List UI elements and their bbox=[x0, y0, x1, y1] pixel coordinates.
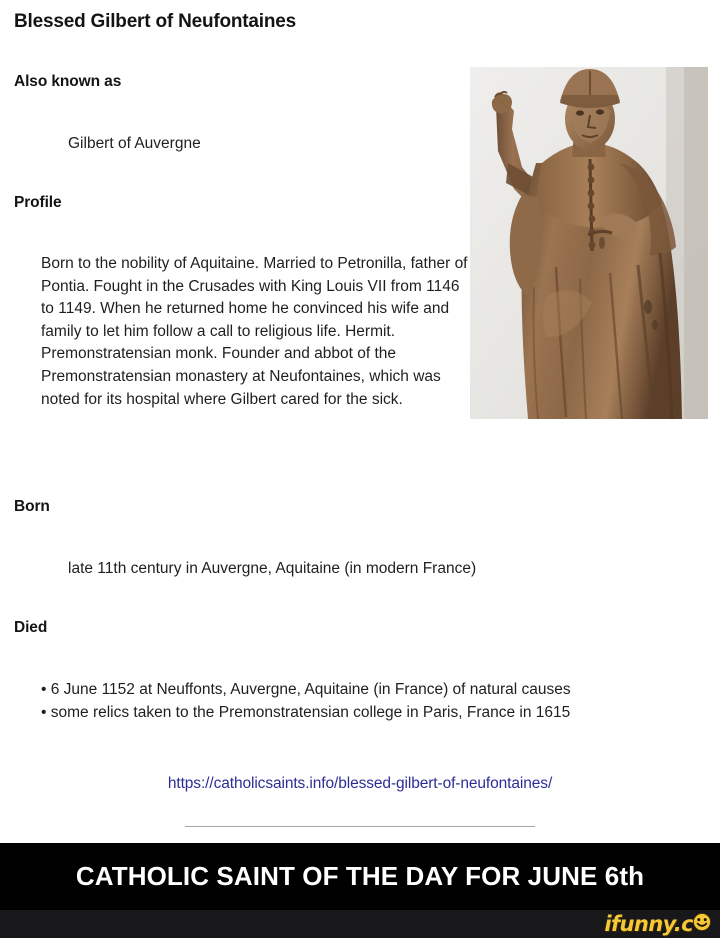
smiley-face-icon bbox=[692, 912, 712, 937]
list-item: • 6 June 1152 at Neuffonts, Auvergne, Aquitaine (in France) of natural causes bbox=[41, 681, 571, 698]
section-heading-born: Born bbox=[14, 498, 50, 515]
born-value: late 11th century in Auvergne, Aquitaine (in modern France) bbox=[68, 560, 477, 577]
ifunny-watermark bbox=[604, 911, 712, 937]
section-heading-profile: Profile bbox=[14, 194, 62, 211]
page-title: Blessed Gilbert of Neufontaines bbox=[14, 11, 297, 32]
statue-photo bbox=[470, 67, 708, 419]
horizontal-divider bbox=[185, 826, 535, 827]
profile-paragraph: Born to the nobility of Aquitaine. Married to Petronilla, father of Pontia. Fought in the Crusades with King Louis VII from 1146 to 1149. When he returned home he convinced his wife and family to let him follow a call to religious life. Hermit. Premonstratensian monk. Founder and abbot of the Premonstratensian monastery at Neufontaines, which was noted for its hospital where Gilbert cared for the sick. bbox=[41, 255, 468, 408]
bottom-banner bbox=[0, 843, 720, 910]
divider-line bbox=[185, 826, 535, 827]
banner-caption: CATHOLIC SAINT OF THE DAY FOR JUNE 6th bbox=[75, 861, 645, 891]
list-item: • some relics taken to the Premonstratensian college in Paris, France in 1615 bbox=[41, 704, 571, 722]
statue-illustration bbox=[470, 67, 708, 419]
also-known-as-value: Gilbert of Auvergne bbox=[68, 135, 201, 152]
section-heading-died: Died bbox=[14, 619, 48, 636]
source-link[interactable]: https://catholicsaints.info/blessed-gilbert-of-neufontaines/ bbox=[167, 775, 553, 792]
watermark-text: ifunny.c bbox=[604, 911, 693, 936]
profile-text-block bbox=[41, 253, 469, 411]
source-link-container bbox=[0, 775, 720, 793]
died-bullet-list bbox=[41, 678, 711, 725]
section-heading-also-known-as: Also known as bbox=[14, 73, 122, 90]
